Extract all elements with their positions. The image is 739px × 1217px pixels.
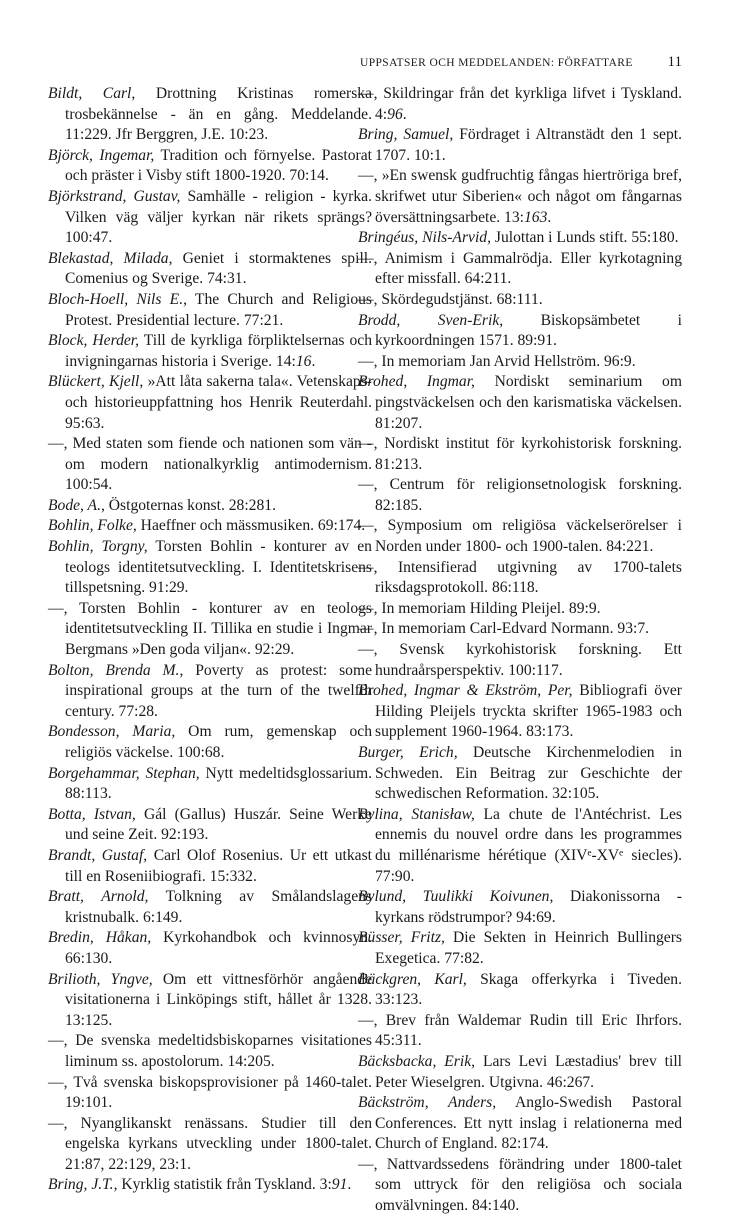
index-entry [48,887,372,928]
running-header [360,54,682,71]
entry-author: Brandt, Gustaf, [48,846,148,864]
entry-author: Büsser, Fritz, [358,929,445,947]
entry-text: —, Nattvardssedens förändring under 1800-talet som uttryck för den religiösa och sociala omvälvningen. 84:140. [358,1155,682,1215]
index-entry [48,187,372,249]
index-entry [48,928,372,969]
left-column [48,84,372,1196]
entry-author: Brohed, Ingmar, [358,373,475,391]
index-entry [358,887,682,928]
index-entry [358,619,682,640]
index-entry [48,846,372,887]
entry-text: Fördraget i Altranstädt den 1 sept. 1707. 10:1. [375,126,682,164]
entry-author: Björck, Ingemar, [48,146,155,164]
entry-text: —, Symposium om religiösa väckelserörelser i Norden under 1800- och 1900-talen. 84:221. [358,517,682,556]
index-entry [358,352,682,373]
index-entry [48,372,372,434]
entry-author: Bring, J.T. [48,1176,114,1194]
index-entry [358,475,682,516]
entry-author: Brohed, Ingmar & Ekström, Per, [358,682,573,700]
entry-author: Bylina, Stanisław, [358,805,475,823]
entry-author: Bylund, Tuulikki Koivunen, [358,888,554,906]
index-entry [48,290,372,331]
entry-author: Bring, Samuel, [358,126,454,144]
index-entry [358,516,682,557]
entry-tail: . [311,352,316,370]
entry-text: —, Med staten som fiende och nationen som vän - om modern nationalkyrklig antimodernism. 100:54. [48,435,372,494]
index-entry [358,434,682,475]
entry-author: Block, Herder, [48,332,140,350]
entry-tail: . [547,208,552,226]
entry-text: Drottning Kristinas romerska trosbekännelse - än en gång. Meddelande. 11:229. Jfr Berggren, J.E. 10:23. [65,85,372,144]
index-entry [48,1031,372,1072]
entry-text: Anglo-Swedish Pastoral Conferences. Ett nytt inslag i relationerna med Church of England. 82:174. [375,1094,682,1153]
index-entry [48,722,372,763]
entry-text: Deutsche Kirchenmelodien in Schweden. Ein Beitrag zur Geschichte der schwedischen Reformation. 32:105. [375,744,682,803]
index-entry [358,681,682,743]
index-entry [48,249,372,290]
entry-text: Kyrkohandbok och kvinnosyn. 66:130. [65,929,372,967]
entry-text: Gál (Gallus) Huszár. Seine Werke und seine Zeit. 92:193. [65,805,372,844]
entry-author: Bode, A. [48,496,101,514]
entry-author: Bolton, Brenda M. [48,661,180,679]
index-entry [358,1093,682,1155]
index-entry [48,84,372,146]
index-entry [48,434,372,496]
entry-text: Die Sekten in Heinrich Bullingers Exegetica. 77:82. [375,929,682,967]
right-column [358,84,682,1217]
entry-text: Biskopsämbetet i kyrkoordningen 1571. 89:91. [375,311,683,350]
index-entry [48,331,372,372]
entry-author: Bratt, Arnold, [48,888,149,906]
entry-text: —, Torsten Bohlin - konturer av en teologs identitetsutveckling II. Tillika en studie i Ingmar Bergmans »Den goda viljan«. 92:29. [48,599,372,659]
entry-text: —, In memoriam Carl-Edvard Normann. 93:7. [358,620,650,638]
entry-text: —, De svenska medeltidsbiskoparnes visitationes liminum ss. apostolorum. 14:205. [48,1032,372,1070]
index-entry [48,599,372,661]
index-entry [48,970,372,1032]
entry-page-italic: 91 [331,1176,348,1194]
index-entry [358,743,682,805]
index-entry [48,1073,372,1114]
entry-text: Bibliografi över Hilding Pleijels tryckta skrifter 1965-1983 och supplement 1960-1964. 83:173. [375,682,682,741]
entry-text: Skaga offerkyrka i Tiveden. 33:123. [375,970,682,1009]
entry-text: , Kyrklig statistik från Tyskland. 3: [113,1176,332,1194]
index-entry [358,311,682,352]
entry-text: La chute de l'Antéchrist. Les ennemis du nouvel ordre dans les programmes du millénarisme hérétique (XIVᵉ-XVᵉ siecles). 77:90. [375,805,682,885]
entry-text: Haeffner och mässmusiken. 69:174. [136,517,366,535]
entry-author: Bondesson, Maria, [48,723,176,741]
entry-author: Bäcksbacka, Erik, [358,1052,476,1070]
index-entry [358,1052,682,1093]
entry-author: Blückert, Kjell, [48,373,144,391]
index-entry [358,558,682,599]
index-entry [358,166,682,228]
entry-text: Till de kyrkliga förpliktelsernas och invigningarnas historia i Sverige. 14: [65,332,372,370]
entry-author: Borgehammar, Stephan, [48,764,200,782]
entry-text: —, Skördegudstjänst. 68:111. [358,290,543,308]
entry-text: —, Nyanglikanskt renässans. Studier till den engelska kyrkans utveckling under 1800-talet. 21:87, 22:129, 23:1. [48,1114,372,1173]
entry-page-italic: 163 [523,208,548,226]
entry-text: —, Intensifierad utgivning av 1700-talets riksdagsprotokoll. 86:118. [358,558,682,597]
page-number: 11 [667,54,682,70]
entry-text: —, In memoriam Hilding Pleijel. 89:9. [358,599,601,617]
entry-text: , The Church and Religious Protest. Presidential lecture. 77:21. [65,290,372,329]
entry-text: Tradition och förnyelse. Pastorat och präster i Visby stift 1800-1920. 70:14. [65,146,372,185]
entry-text: Julottan i Lunds stift. 55:180. [490,229,679,247]
index-entry [48,496,372,517]
entry-text: »Att låta sakerna tala«. Vetenskaps- och historieuppfattning hos Henrik Reuterdahl. 95:63. [65,373,372,432]
index-entry [48,805,372,846]
index-entry [358,1155,682,1217]
entry-text: —, Nordiskt institut för kyrkohistorisk forskning. 81:213. [358,435,682,473]
entry-text: Nytt medeltidsglossarium. 88:113. [65,764,372,803]
entry-text: Samhälle - religion - kyrka. Vilken väg väljer kyrkan när rikets sprängs? 100:47. [65,187,372,247]
entry-text: —, Två svenska biskopsprovisioner på 1460-talet. 19:101. [48,1073,372,1112]
header-title: UPPSATSER OCH MEDDELANDEN: FÖRFATTARE [360,57,633,69]
entry-text: Nordiskt seminarium om pingstväckelsen och den karismatiska väckelsen. 81:207. [375,373,682,432]
entry-author: Botta, Istvan, [48,805,136,823]
entry-tail: . [347,1176,352,1194]
entry-author: Bäckgren, Karl, [358,970,467,988]
entry-text: , Poverty as protest: some inspirational groups at the turn of the twelfth century. 77:28. [65,661,372,720]
entry-text: Om rum, gemenskap och religiös väckelse. 100:68. [65,723,372,761]
entry-page-italic: 16 [295,352,312,370]
index-entry [48,537,372,599]
entry-text: Lars Levi Læstadius' brev till Peter Wieselgren. Utgivna. 46:267. [375,1052,682,1091]
index-entry [358,372,682,434]
entry-text: —, Svensk kyrkohistorisk forskning. Ett hundraårsperspektiv. 100:117. [358,641,682,679]
entry-text: —, Animism i Gammalrödja. Eller kyrkotagning efter missfall. 64:211. [358,249,682,288]
entry-text: Torsten Bohlin - konturer av en teologs identitetsutveckling. I. Identitetskrisens tillspetsning. 91:29. [65,538,372,597]
index-entry [358,1011,682,1052]
entry-author: Bäckström, Anders, [358,1094,497,1112]
entry-text: —, Centrum för religionsetnologisk forskning. 82:185. [358,476,682,514]
entry-author: Björkstrand, Gustav, [48,187,181,205]
index-entry [48,661,372,723]
entry-text: Tolkning av Smålandslagens kristnubalk. 6:149. [65,888,372,926]
entry-author: Burger, Erich, [358,744,458,761]
index-entry [358,125,682,166]
entry-author: Bredin, Håkan, [48,929,152,947]
entry-author: Blekastad, Milada, [48,249,173,267]
index-entry [358,970,682,1011]
entry-author: Bohlin, Torgny, [48,538,148,556]
index-entry [358,928,682,969]
index-entry [48,146,372,187]
index-entry [48,1114,372,1176]
index-entry [358,228,682,249]
index-entry [358,805,682,887]
index-entry [48,764,372,805]
entry-text: Om ett vittnesförhör angående visitationerna i Linköpings stift, hållet år 1328. 13:125. [65,970,372,1029]
entry-author: Bildt, Carl, [48,85,136,102]
index-entry [358,290,682,311]
entry-text: —, In memoriam Jan Arvid Hellström. 96:9. [358,352,636,370]
entry-author: Bloch-Hoell, Nils E. [48,290,184,308]
index-entry [358,249,682,290]
entry-author: Brodd, Sven-Erik, [358,311,504,329]
entry-text: , Östgoternas konst. 28:281. [100,496,276,514]
entry-text: Carl Olof Rosenius. Ur ett utkast till en Roseniibiografi. 15:332. [65,846,372,885]
entry-text: Geniet i stormaktenes spill. Comenius og Sverige. 74:31. [65,249,373,288]
index-entry [48,1175,372,1196]
index-entry [358,640,682,681]
index-entry [358,84,682,125]
entry-tail: . [402,105,407,123]
entry-text: Diakonissorna - kyrkans rödstrumpor? 94:69. [375,888,682,926]
entry-author: Bringéus, Nils-Arvid, [358,229,491,247]
index-entry [358,599,682,620]
entry-author: Brilioth, Yngve, [48,970,153,988]
entry-text: —, Brev från Waldemar Rudin till Eric Ihrfors. 45:311. [358,1011,682,1050]
entry-author: Bohlin, Folke, [48,517,137,535]
entry-page-italic: 96 [387,105,403,123]
index-entry [48,516,372,537]
entry-text: —, »En swensk gudfruchtig fångas hiertröriga bref, skrifwet utur Siberien« och något om fångarnas översättningsarbete. 13: [358,167,682,226]
entry-text: —, Skildringar från det kyrkliga lifvet i Tyskland. 4: [358,85,682,123]
